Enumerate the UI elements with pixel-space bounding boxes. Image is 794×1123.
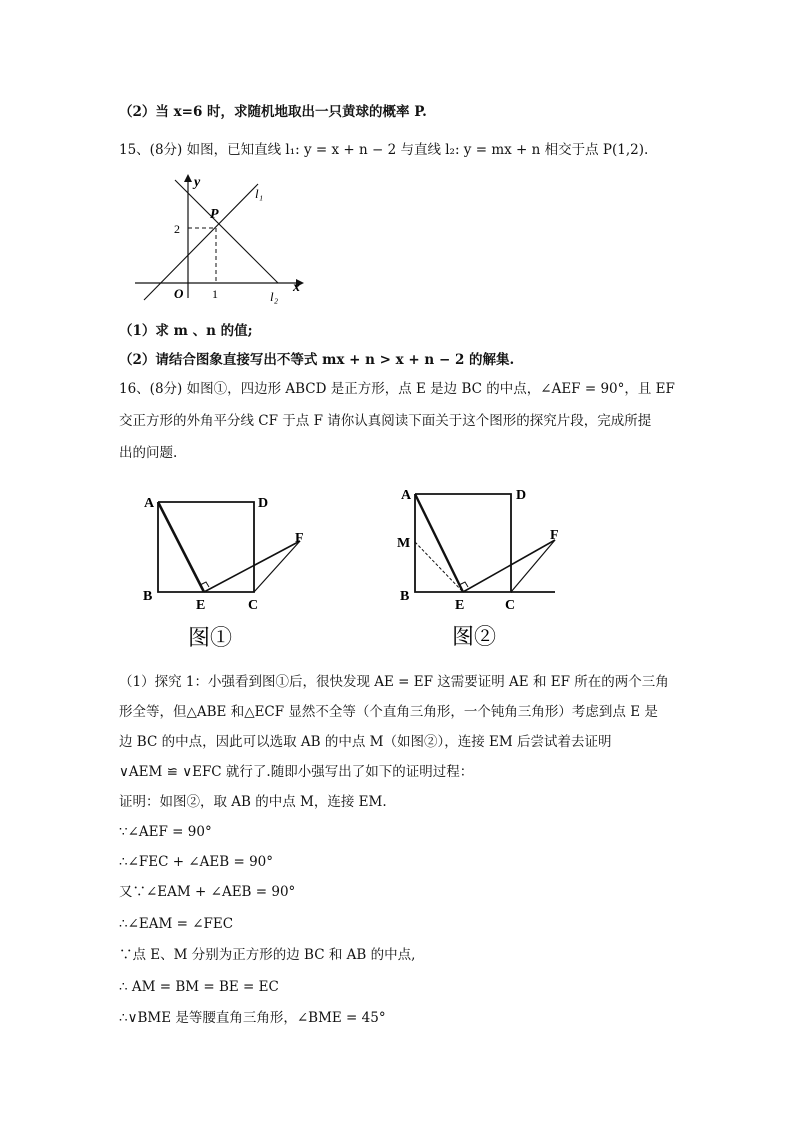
proof-line: 证明：如图②，取 AB 的中点 M，连接 EM.	[119, 794, 387, 810]
proof-line: ∴∠FEC + ∠AEB = 90°	[119, 854, 274, 870]
proof-line: ∴∠EAM = ∠FEC	[119, 916, 234, 932]
segment-ae	[415, 494, 463, 592]
figure-2	[395, 482, 565, 657]
q14-part2: （2）当 x=6 时，求随机地取出一只黄球的概率 P.	[119, 104, 427, 120]
label-b: B	[400, 589, 410, 604]
q15-part1: （1）求 m 、n 的值;	[119, 323, 253, 339]
q16-explore-line2: 形全等，但△ABE 和△ECF 显然不全等（个直角三角形，一个钝角三角形）考虑到点 E 是	[119, 704, 658, 720]
label-d: D	[516, 488, 527, 503]
label-a: A	[144, 496, 155, 511]
segment-cf	[511, 540, 555, 592]
proof-line: ∴∨BME 是等腰直角三角形，∠BME = 45°	[119, 1010, 386, 1026]
y-axis-label: y	[194, 175, 201, 190]
label-d: D	[258, 496, 269, 511]
proof-line: 又∵∠EAM + ∠AEB = 90°	[119, 884, 296, 900]
q15-stem: 15、(8分) 如图，已知直线 l₁: y = x + n − 2 与直线 l₂: y = mx + n 相交于点 P(1,2).	[119, 142, 649, 158]
q16-explore-line4: ∨AEM ≌ ∨EFC 就行了.随即小强写出了如下的证明过程：	[119, 764, 474, 780]
proof-line: ∵∠AEF = 90°	[119, 824, 212, 840]
label-e: E	[196, 598, 206, 613]
q16-stem-line1: 16、(8分) 如图①，四边形 ABCD 是正方形，点 E 是边 BC 的中点，∠AEF = 90°，且 EF	[119, 381, 675, 397]
segment-em-dashed	[415, 542, 463, 592]
label-f: F	[550, 528, 559, 543]
q16-explore-line3: 边 BC 的中点，因此可以选取 AB 的中点 M（如图②），连接 EM 后尝试着去证明	[119, 734, 612, 750]
figure-1-caption: 图①	[188, 625, 233, 650]
label-c: C	[248, 598, 259, 613]
line-l2-label: l₂	[270, 289, 279, 304]
q15-part2: （2）请结合图象直接写出不等式 mx + n > x + n − 2 的解集.	[119, 352, 515, 368]
label-f: F	[295, 531, 304, 546]
point-p-label: P	[210, 207, 219, 222]
line-l1-label: l₁	[255, 186, 264, 201]
label-m: M	[397, 536, 411, 551]
x-tick-label: 1	[212, 287, 218, 301]
origin-label: O	[174, 286, 184, 301]
q15-coordinate-figure	[130, 170, 310, 310]
label-a: A	[401, 488, 412, 503]
figure-2-caption: 图②	[452, 624, 497, 649]
proof-line: ∵点 E、M 分别为正方形的边 BC 和 AB 的中点,	[119, 947, 416, 963]
label-e: E	[455, 598, 465, 613]
segment-ae	[158, 502, 204, 592]
y-axis-arrow-icon	[184, 174, 192, 182]
label-b: B	[143, 589, 153, 604]
figure-1	[138, 485, 318, 655]
proof-line: ∴ AM = BM = BE = EC	[119, 979, 279, 995]
square-abcd	[158, 502, 254, 592]
q16-explore-line1: （1）探究 1：小强看到图①后，很快发现 AE = EF 这需要证明 AE 和 EF 所在的两个三角	[119, 674, 669, 690]
y-tick-label: 2	[174, 222, 180, 236]
segment-ef	[204, 541, 300, 592]
label-c: C	[505, 598, 516, 613]
segment-cf	[254, 541, 300, 592]
segment-ef	[463, 540, 555, 592]
q16-stem-line3: 出的问题.	[119, 445, 178, 461]
x-axis-label: x	[293, 280, 300, 295]
square-abcd	[415, 494, 511, 592]
q16-stem-line2: 交正方形的外角平分线 CF 于点 F 请你认真阅读下面关于这个图形的探究片段，完成所提	[119, 413, 652, 429]
